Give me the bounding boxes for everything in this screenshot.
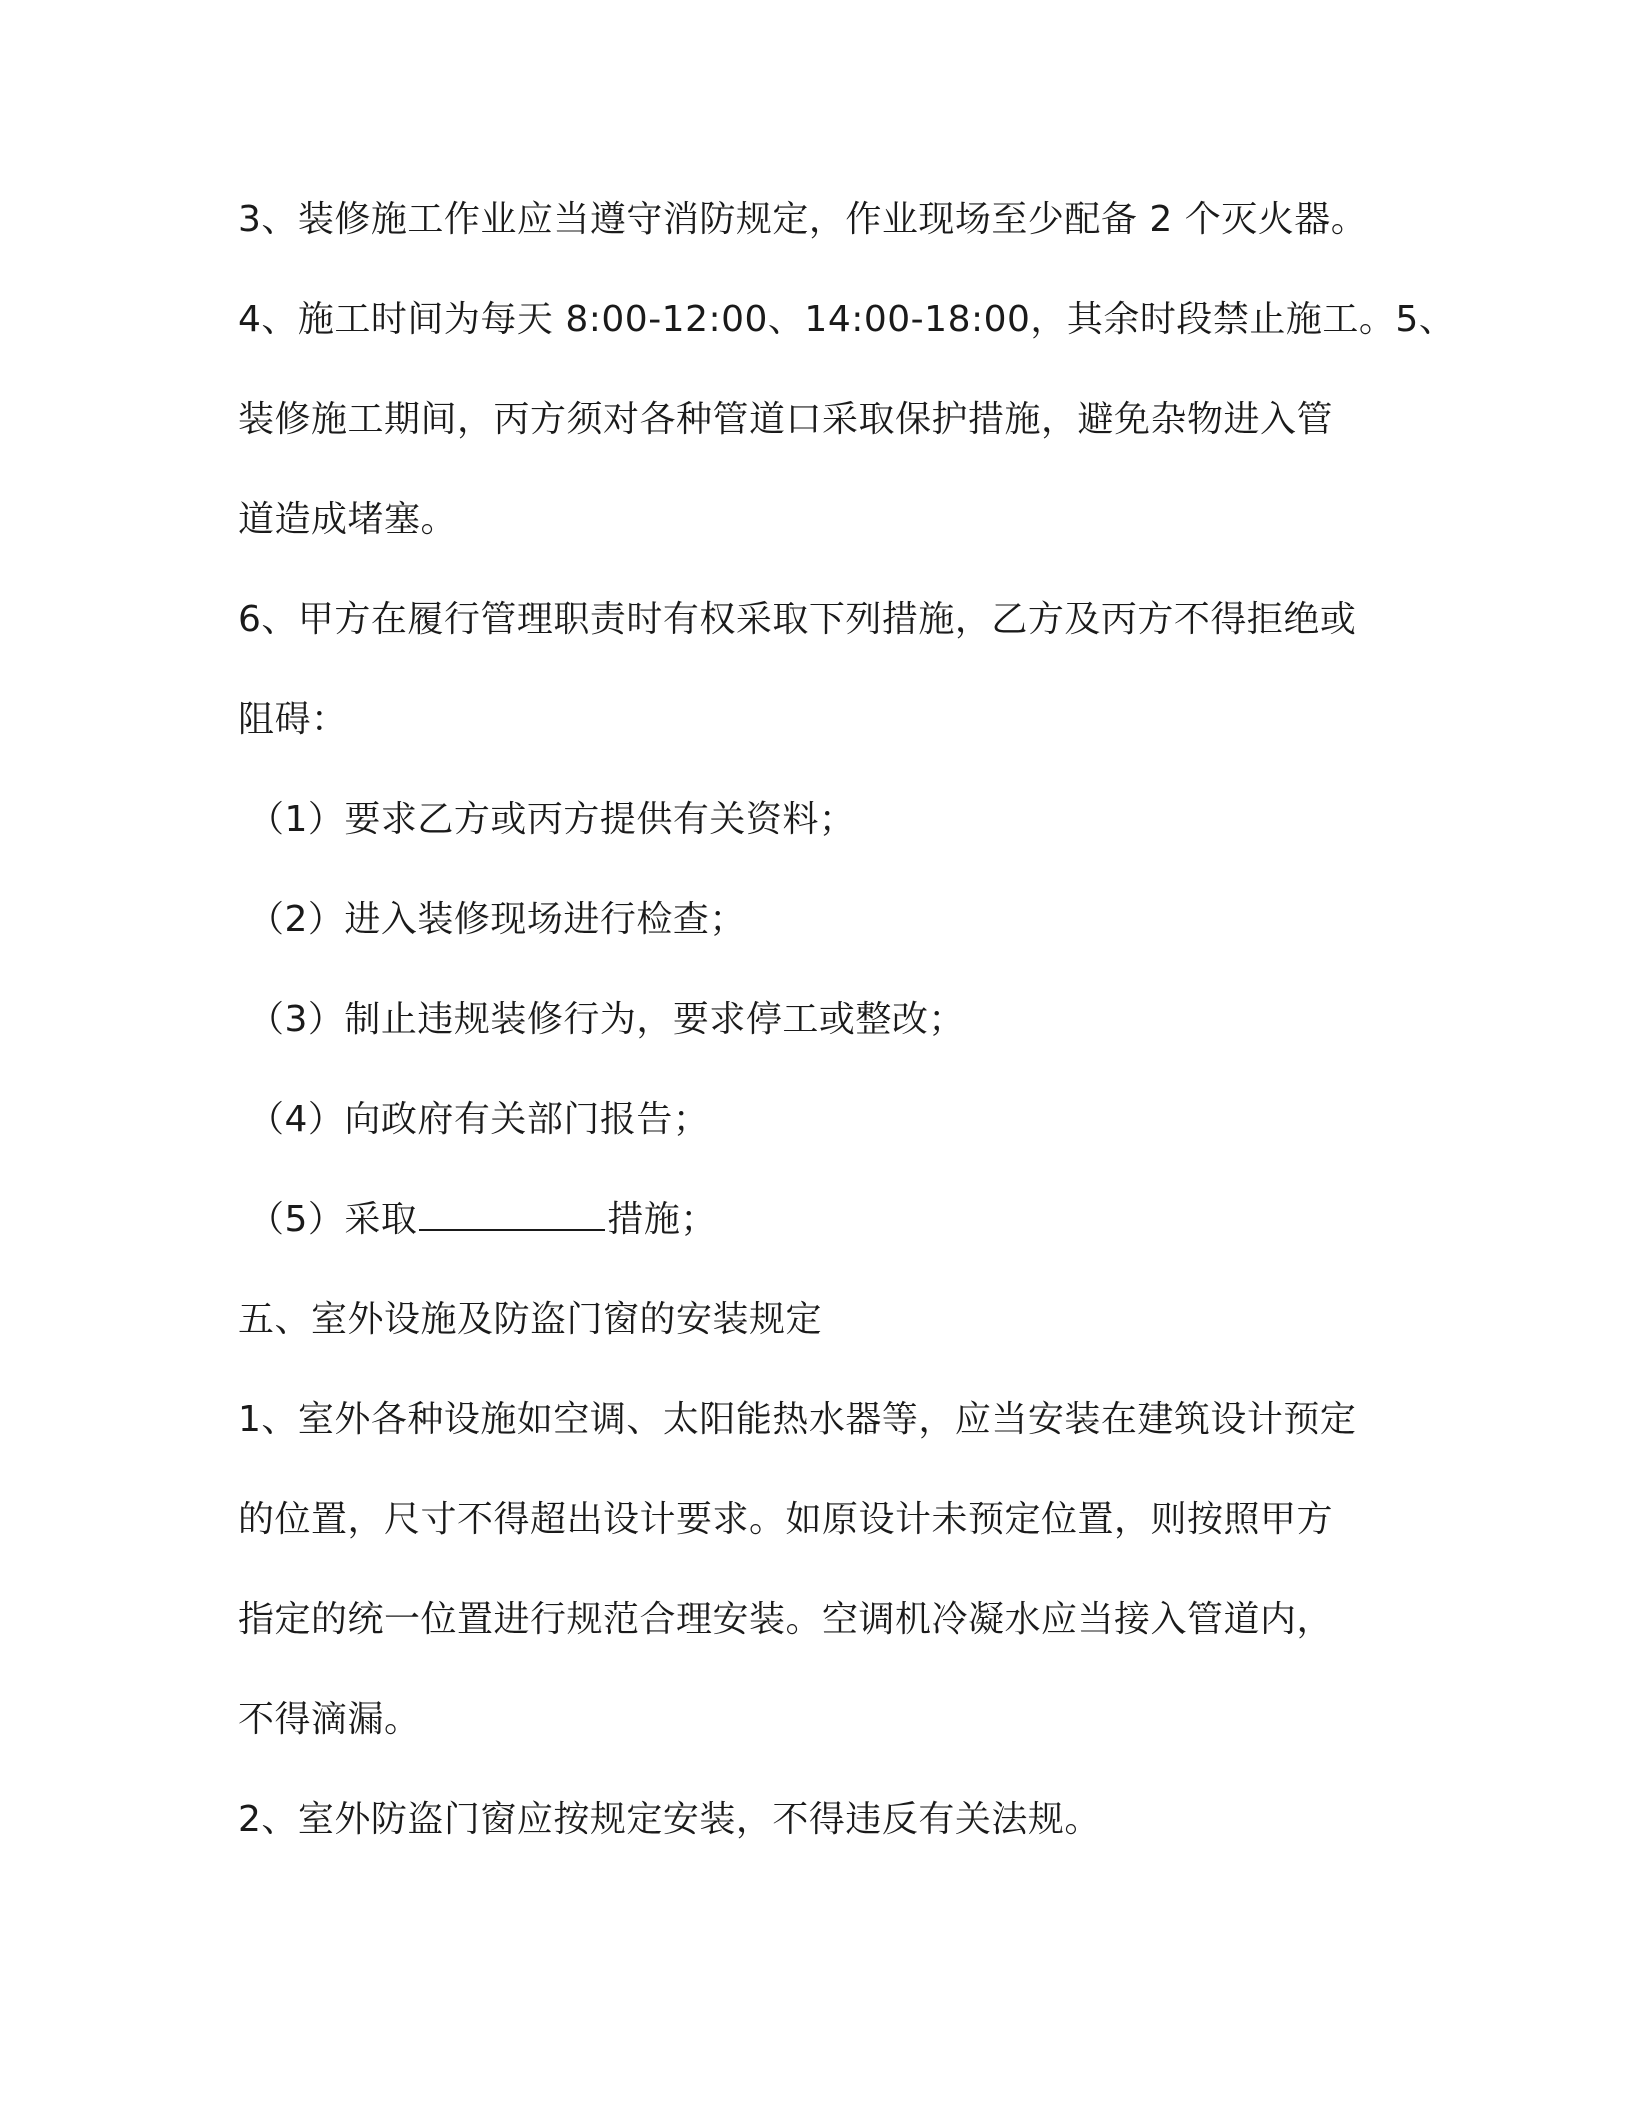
list-item: （1）要求乙方或丙方提供有关资料； <box>248 799 856 840</box>
list-item: （3）制止违规装修行为，要求停工或整改； <box>248 999 965 1040</box>
paragraph-line: 2、室外防盗门窗应按规定安装，不得违反有关法规。 <box>238 1799 1101 1840</box>
paragraph-line: 阻碍： <box>238 699 348 740</box>
list-item-with-blank <box>248 1198 717 1242</box>
paragraph-line: 4、施工时间为每天 8:00-12:00、14:00-18:00，其余时段禁止施工。5、 <box>238 299 1456 340</box>
paragraph-line: 6、甲方在履行管理职责时有权采取下列措施，乙方及丙方不得拒绝或 <box>238 599 1357 640</box>
paragraph-line: 3、装修施工作业应当遵守消防规定，作业现场至少配备 2 个灭火器。 <box>238 199 1368 240</box>
paragraph-line: 的位置，尺寸不得超出设计要求。如原设计未预定位置，则按照甲方 <box>238 1499 1334 1540</box>
paragraph-line: 道造成堵塞。 <box>238 499 458 540</box>
paragraph-line: 1、室外各种设施如空调、太阳能热水器等，应当安装在建筑设计预定 <box>238 1399 1357 1440</box>
list-item-prefix: （5）采取 <box>248 1199 418 1240</box>
paragraph-line: 不得滴漏。 <box>238 1699 421 1740</box>
list-item-suffix: 措施； <box>607 1199 717 1240</box>
section-title: 五、室外设施及防盗门窗的安装规定 <box>238 1299 823 1340</box>
fill-in-blank[interactable] <box>419 1199 605 1231</box>
paragraph-line: 指定的统一位置进行规范合理安装。空调机冷凝水应当接入管道内， <box>238 1599 1334 1640</box>
list-item: （2）进入装修现场进行检查； <box>248 899 746 940</box>
paragraph-line: 装修施工期间，丙方须对各种管道口采取保护措施，避免杂物进入管 <box>238 399 1334 440</box>
list-item: （4）向政府有关部门报告； <box>248 1099 710 1140</box>
